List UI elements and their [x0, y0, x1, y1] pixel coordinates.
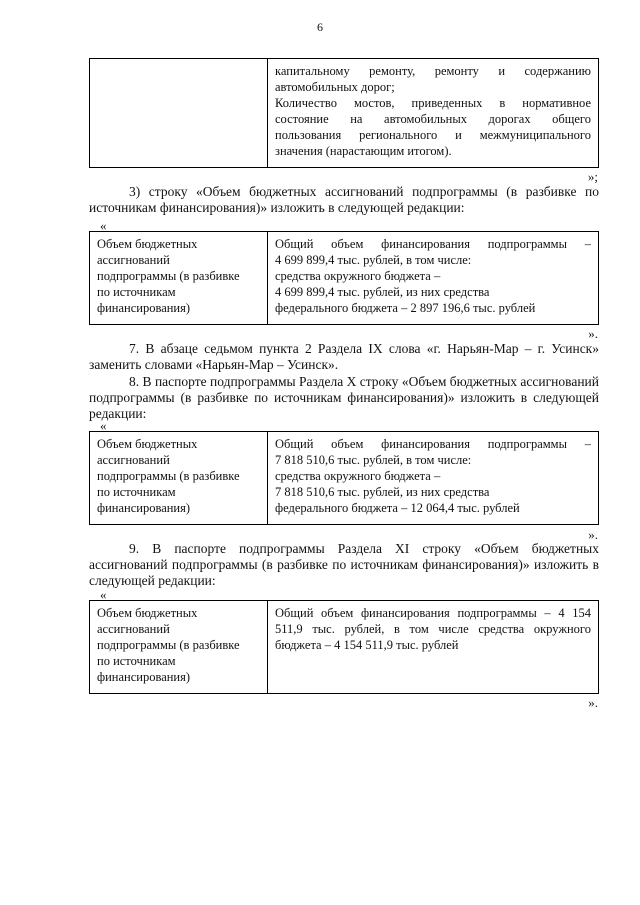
close-quote: »;	[587, 169, 598, 184]
label-line: финансирования)	[97, 301, 191, 315]
top-table-line: автомобильных дорог;	[275, 80, 395, 94]
label-line: финансирования)	[97, 501, 191, 515]
close-quote: ».	[588, 326, 598, 341]
label-line: по источникам	[97, 285, 176, 299]
label-line: по источникам	[97, 654, 176, 668]
top-table	[89, 58, 599, 168]
item9-value-cell: Общий объем финансирования подпрограммы – 4 154 511,9 тыс. рублей, в том числе средства окружного бюджета – 4 154 511,9 тыс. рублей	[275, 606, 591, 652]
value-line: 7 818 510,6 тыс. рублей, из них средства	[275, 485, 490, 499]
item7-paragraph: 7. В абзаце седьмом пункта 2 Раздела IX слова «г. Нарьян-Мар – г. Усинск» заменить словами «Нарьян-Мар – Усинск».	[89, 341, 599, 372]
value-line: 4 699 899,4 тыс. рублей, из них средства	[275, 285, 490, 299]
label-line: Объем бюджетных	[97, 437, 198, 451]
label-line: подпрограммы (в разбивке	[97, 469, 240, 483]
value-line: Общий объем финансирования подпрограммы –	[275, 237, 591, 251]
label-line: финансирования)	[97, 670, 191, 684]
page-number: 6	[317, 20, 323, 34]
label-line: подпрограммы (в разбивке	[97, 638, 240, 652]
item8-label-cell	[90, 432, 268, 524]
label-line: Объем бюджетных	[97, 237, 198, 251]
value-line: федерального бюджета – 2 897 196,6 тыс. рублей	[275, 301, 536, 315]
label-line: по источникам	[97, 485, 176, 499]
item9-label-cell	[90, 601, 268, 693]
open-quote: «	[100, 587, 107, 602]
label-line: подпрограммы (в разбивке	[97, 269, 240, 283]
top-table-line: Количество мостов, приведенных в нормативное	[275, 96, 591, 110]
label-line: ассигнований	[97, 622, 170, 636]
item8-paragraph: 8. В паспорте подпрограммы Раздела X строку «Объем бюджетных ассигнований подпрограммы (в разбивке по источникам финансирования)» изложить в следующей редакции:	[89, 374, 599, 421]
top-table-line: значения (нарастающим итогом).	[275, 144, 452, 158]
label-line: ассигнований	[97, 453, 170, 467]
value-line: средства окружного бюджета –	[275, 269, 441, 283]
top-table-label-cell	[90, 59, 268, 167]
value-line: 4 699 899,4 тыс. рублей, в том числе:	[275, 253, 472, 267]
item3-value-cell	[268, 232, 598, 324]
top-table-value-cell	[268, 59, 598, 167]
item3-table	[89, 231, 599, 325]
value-line: Общий объем финансирования подпрограммы –	[275, 437, 591, 451]
top-table-line: состояние на автомобильных дорогах общего	[275, 112, 591, 126]
open-quote: «	[100, 218, 107, 233]
value-line: 7 818 510,6 тыс. рублей, в том числе:	[275, 453, 472, 467]
value-line: средства окружного бюджета –	[275, 469, 441, 483]
top-table-line: пользования регионального и межмуниципального	[275, 128, 591, 142]
top-table-line: капитальному ремонту, ремонту и содержанию	[275, 64, 591, 78]
item8-table	[89, 431, 599, 525]
item3-label-cell	[90, 232, 268, 324]
value-line: федерального бюджета – 12 064,4 тыс. рублей	[275, 501, 520, 515]
open-quote: «	[100, 418, 107, 433]
item3-paragraph: 3) строку «Объем бюджетных ассигнований подпрограммы (в разбивке по источникам финансирования)» изложить в следующей редакции:	[89, 184, 599, 215]
close-quote: ».	[588, 527, 598, 542]
item9-table	[89, 600, 599, 694]
item9-paragraph: 9. В паспорте подпрограммы Раздела XI строку «Объем бюджетных ассигнований подпрограммы (в разбивке по источникам финансирования)» изложить в следующей редакции:	[89, 541, 599, 588]
close-quote: ».	[588, 695, 598, 710]
item8-value-cell	[268, 432, 598, 524]
label-line: ассигнований	[97, 253, 170, 267]
label-line: Объем бюджетных	[97, 606, 198, 620]
